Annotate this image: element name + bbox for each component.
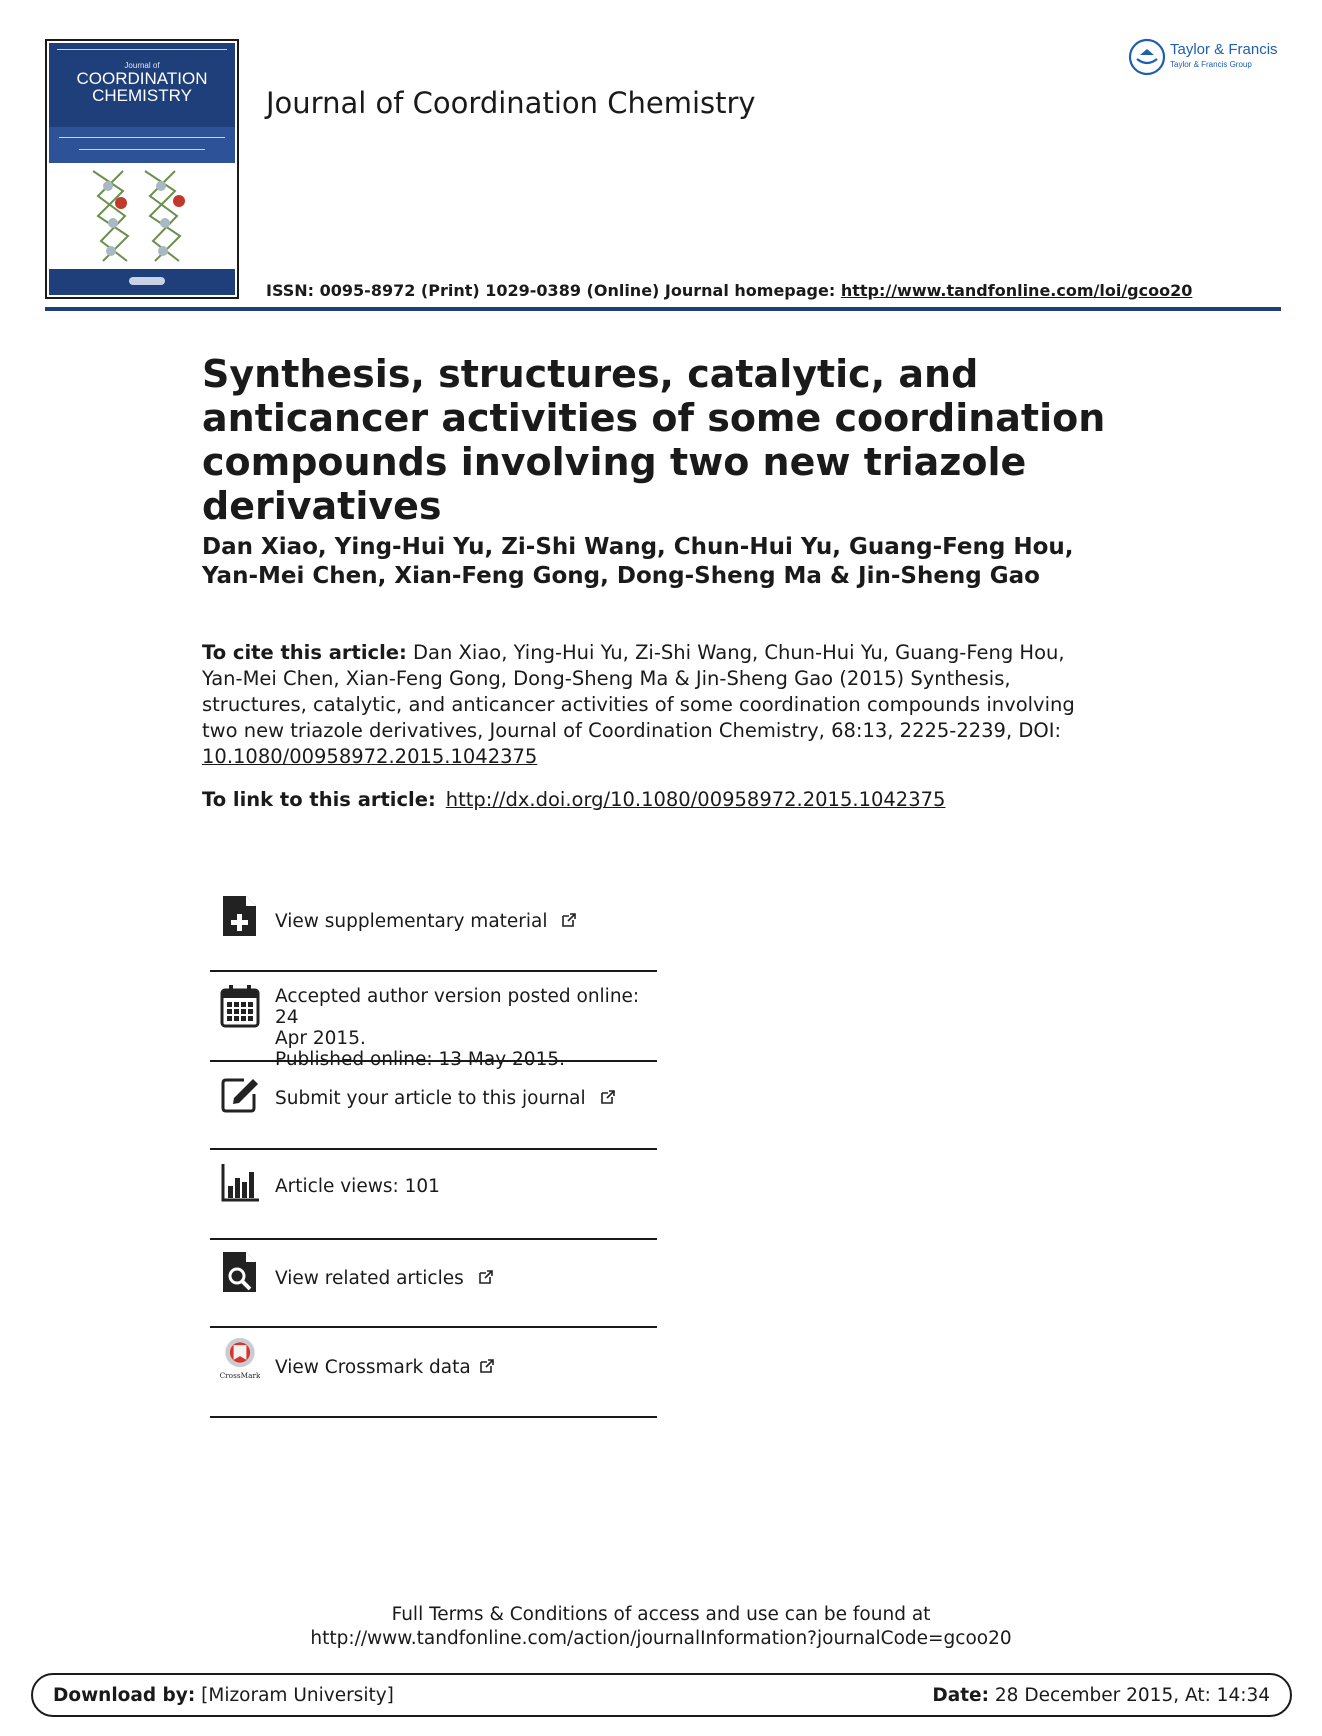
download-institution: [Mizoram University] [201,1685,394,1706]
publisher-group: Taylor & Francis Group [1170,60,1252,69]
download-label: Download by: [53,1685,196,1706]
cover-title-band [49,43,235,127]
article-doi-link[interactable]: http://dx.doi.org/10.1080/00958972.2015.1042375 [445,788,946,811]
crossmark-row[interactable] [210,1326,657,1418]
crossmark-logo-text: CrossMark [220,1371,260,1380]
citation-block [202,640,1082,770]
publisher-name: Taylor & Francis [1170,41,1278,58]
cite-doi-link[interactable]: 10.1080/00958972.2015.1042375 [202,745,538,768]
article-authors: Dan Xiao, Ying-Hui Yu, Zi-Shi Wang, Chun-Hui Yu, Guang-Feng Hou, Yan-Mei Chen, Xian-Feng Gong, Dong-Sheng Ma & Jin-Sheng Gao [202,534,1074,589]
external-link-icon [479,1358,495,1374]
crossmark-link[interactable] [275,1357,495,1378]
supplementary-label: View supplementary material [275,911,548,932]
external-link-icon [600,1089,616,1105]
date-label: Date: [932,1685,990,1706]
cover-title-line2: CHEMISTRY [92,86,192,105]
issn-text: ISSN: 0095-8972 (Print) 1029-0389 (Online) Journal homepage: [266,281,841,300]
bar-chart-icon [220,1160,260,1204]
issn-line [266,281,1192,300]
views-row [210,1148,657,1240]
supplementary-link[interactable] [275,911,577,932]
file-plus-icon [220,894,260,938]
cover-top-text: Journal of [124,61,160,70]
download-info-bar [31,1673,1292,1717]
link-label: To link to this article: [202,788,436,811]
external-link-icon [478,1269,494,1285]
article-views: Article views: 101 [275,1176,440,1197]
search-document-icon [220,1250,260,1294]
download-by [53,1685,394,1706]
cover-subtitle-band [49,127,235,163]
journal-cover [45,39,239,299]
article-title: Synthesis, structures, catalytic, and anticancer activities of some coordination compounds involving two new triazole derivatives [202,352,1106,528]
terms-line1: Full Terms & Conditions of access and use can be found at [391,1604,931,1625]
accepted-line2: Apr 2015. [275,1028,366,1049]
terms-url[interactable]: http://www.tandfonline.com/action/journalInformation?journalCode=gcoo20 [310,1628,1012,1649]
header-divider [45,307,1281,311]
related-articles-link[interactable] [275,1268,494,1289]
edit-icon [220,1072,260,1116]
journal-name: Journal of Coordination Chemistry [266,86,756,120]
terms-notice [0,1603,1322,1651]
cover-publisher-band [49,269,235,295]
cite-text: Dan Xiao, Ying-Hui Yu, Zi-Shi Wang, Chun-Hui Yu, Guang-Feng Hou, Yan-Mei Chen, Xian-Feng Gong, Dong-Sheng Ma & Jin-Sheng Gao (2015) Synthesis, structures, catalytic, and anticancer activities of some coordination compounds involving two new triazole derivatives, Journal of Coordination Chemistry, 68:13, 2225-2239, DOI: [202,641,1075,742]
cover-title-line1: COORDINATION [76,69,208,88]
related-label: View related articles [275,1268,464,1289]
article-link-line [202,788,945,811]
submit-article-link[interactable] [275,1088,616,1109]
published-date: Published online: 13 May 2015. [275,1049,566,1070]
crossmark-label: View Crossmark data [275,1357,471,1378]
cite-label: To cite this article: [202,641,407,664]
date-value: 28 December 2015, At: 14:34 [994,1685,1270,1706]
submit-row[interactable] [210,1060,657,1150]
supplementary-row[interactable] [210,884,657,972]
download-date [932,1685,1270,1706]
publication-dates-row [210,970,657,1070]
publisher-logo-icon [1128,38,1166,76]
external-link-icon [561,912,577,928]
publication-dates [275,986,657,1070]
publisher-logo [1128,38,1288,78]
submit-label: Submit your article to this journal [275,1088,586,1109]
related-row[interactable] [210,1238,657,1328]
calendar-icon [220,984,260,1028]
cover-molecule-image [83,161,203,271]
accepted-line1: Accepted author version posted online: 24 [275,986,640,1028]
journal-homepage-link[interactable]: http://www.tandfonline.com/loi/gcoo20 [840,281,1193,300]
crossmark-icon [220,1336,260,1380]
